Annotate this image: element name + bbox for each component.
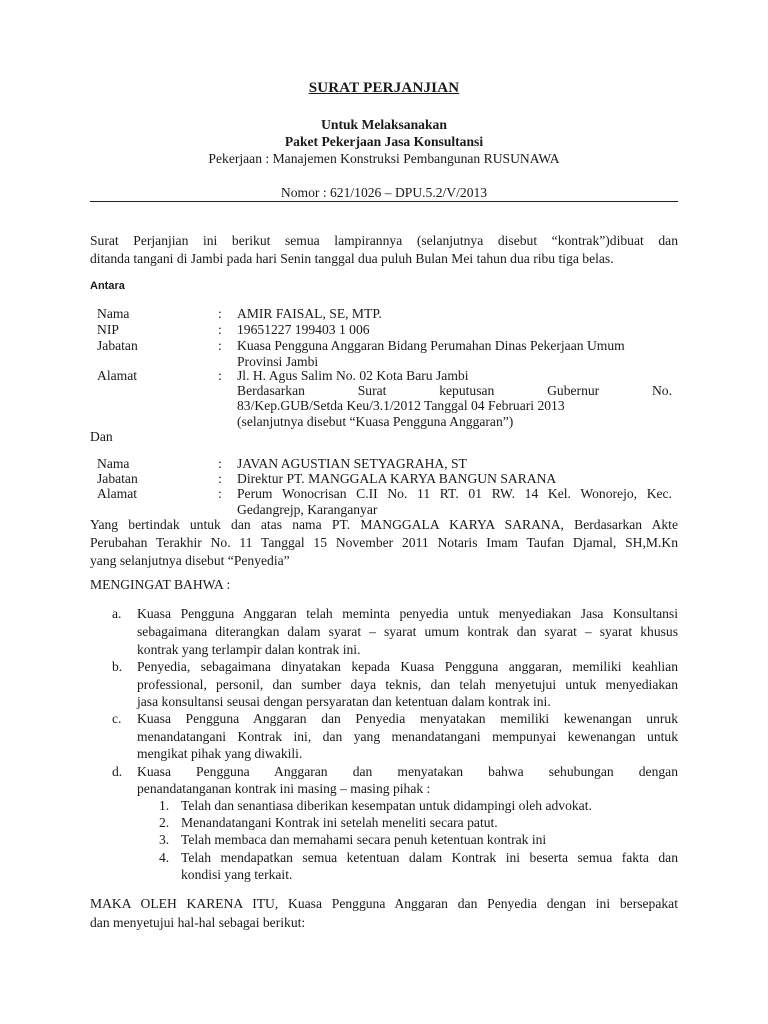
sublist-number: 3. [159,832,170,847]
antara-label: Antara [90,280,125,292]
list-item-line: Kuasa Pengguna Anggaran telah meminta penyedia untuk menyediakan Jasa Konsultansi [137,606,678,621]
party2-alamat-line: Perum Wonocrisan C.II No. 11 RT. 01 RW. 14 Kel. Wonorejo, Kec. [237,486,672,501]
list-item-line: Kuasa Pengguna Anggaran dan Penyedia menyatakan memiliki kewenangan unruk [137,711,678,726]
pekerjaan-line: Pekerjaan : Manajemen Konstruksi Pembangunan RUSUNAWA [208,151,560,166]
sublist-number: 1. [159,798,170,813]
party1-jabatan-line: Kuasa Pengguna Anggaran Bidang Perumahan Dinas Pekerjaan Umum [237,338,625,353]
party2-jabatan: Direktur PT. MANGGALA KARYA BANGUN SARANA [237,471,557,486]
list-item-line: Kuasa Pengguna Anggaran dan menyatakan bahwa sehubungan dengan [137,764,678,779]
document-title: SURAT PERJANJIAN [308,80,460,96]
colon: : [218,368,222,383]
party1-jabatan-line: Provinsi Jambi [237,354,319,369]
party2-nama: JAVAN AGUSTIAN SETYAGRAHA, ST [237,456,467,471]
list-item-line: professional, personil, dan sumber daya teknis, dan telah menyetujui untuk menyediakan [137,677,678,692]
sublist-number: 4. [159,850,170,865]
party1-nip-label: NIP [97,322,119,337]
party1-alamat-line: 83/Kep.GUB/Setda Keu/3.1/2012 Tanggal 04 Februari 2013 [237,398,565,413]
list-item-line: menandatangani Kontrak ini, dan yang menandatangani mempunyai kewenangan untuk [137,729,678,744]
colon: : [218,486,222,501]
sublist-line: Telah membaca dan memahami secara penuh ketentuan kontrak ini [181,832,547,847]
mengingat-heading: MENGINGAT BAHWA : [90,577,231,592]
colon: : [218,456,222,471]
nomor-line: Nomor : 621/1026 – DPU.5.2/V/2013 [280,185,488,200]
party1-alamat-line: Jl. H. Agus Salim No. 02 Kota Baru Jambi [237,368,469,383]
list-item-line: jasa konsultansi seusai dengan persyaratan dan ketentuan dalam kontrak ini. [137,694,551,709]
party1-alamat-line: (selanjutnya disebut “Kuasa Pengguna Anggaran”) [237,414,514,429]
party1-nama-label: Nama [97,306,130,321]
subtitle-untuk: Untuk Melaksanakan [321,117,447,132]
party1-alamat-line: Berdasarkan Surat keputusan Gubernur No. [237,383,672,398]
list-item-marker: a. [112,606,122,621]
subtitle-paket: Paket Pekerjaan Jasa Konsultansi [284,134,484,149]
list-item-marker: c. [112,711,122,726]
party2-alamat-line: Gedangrejp, Karanganyar [237,502,378,517]
sublist-number: 2. [159,815,170,830]
intro-line: ditanda tangani di Jambi pada hari Senin tanggal dua puluh Bulan Mei tahun dua ribu tiga belas. [90,251,614,266]
header-divider [90,201,678,202]
party1-nip: 19651227 199403 1 006 [237,322,370,337]
intro-line: Surat Perjanjian ini berikut semua lampirannya (selanjutnya disebut “kontrak”)dibuat dan [90,233,678,248]
dan-label: Dan [90,429,113,444]
party2-nama-label: Nama [97,456,130,471]
maka-line: MAKA OLEH KARENA ITU, Kuasa Pengguna Anggaran dan Penyedia dengan ini bersepakat [90,896,678,911]
party1-jabatan-label: Jabatan [97,338,138,353]
list-item-marker: d. [112,764,123,779]
bertindak-line: Yang bertindak untuk dan atas nama PT. MANGGALA KARYA SARANA, Berdasarkan Akte [90,517,678,532]
party1-alamat-label: Alamat [97,368,138,383]
maka-line: dan menyetujui hal-hal sebagai berikut: [90,915,306,930]
list-item-marker: b. [112,659,123,674]
colon: : [218,322,222,337]
colon: : [218,338,222,353]
party1-nama: AMIR FAISAL, SE, MTP. [237,306,382,321]
list-item-line: mengikat pihak yang diwakili. [137,746,303,761]
sublist-line: Telah dan senantiasa diberikan kesempatan untuk didampingi oleh advokat. [181,798,592,813]
bertindak-line: Perubahan Terakhir No. 11 Tanggal 15 November 2011 Notaris Imam Taufan Djamal, SH,M.Kn [90,535,678,550]
bertindak-line: yang selanjutnya disebut “Penyedia” [90,553,290,568]
sublist-line: Telah mendapatkan semua ketentuan dalam Kontrak ini beserta semua fakta dan [181,850,678,865]
list-item-line: kontrak yang terlampir dalan kontrak ini. [137,642,361,657]
list-item-line: Penyedia, sebagaimana dinyatakan kepada Kuasa Pengguna anggaran, memiliki keahlian [137,659,678,674]
party2-jabatan-label: Jabatan [97,471,138,486]
party2-alamat-label: Alamat [97,486,138,501]
sublist-line: kondisi yang terkait. [181,867,293,882]
colon: : [218,306,222,321]
sublist-line: Menandatangani Kontrak ini setelah meneliti secara patut. [181,815,498,830]
list-item-line: penandatanganan kontrak ini masing – masing pihak : [137,781,431,796]
list-item-line: sebagaimana diterangkan dalam syarat – syarat umum kontrak dan syarat – syarat khusus [137,624,678,639]
colon: : [218,471,222,486]
